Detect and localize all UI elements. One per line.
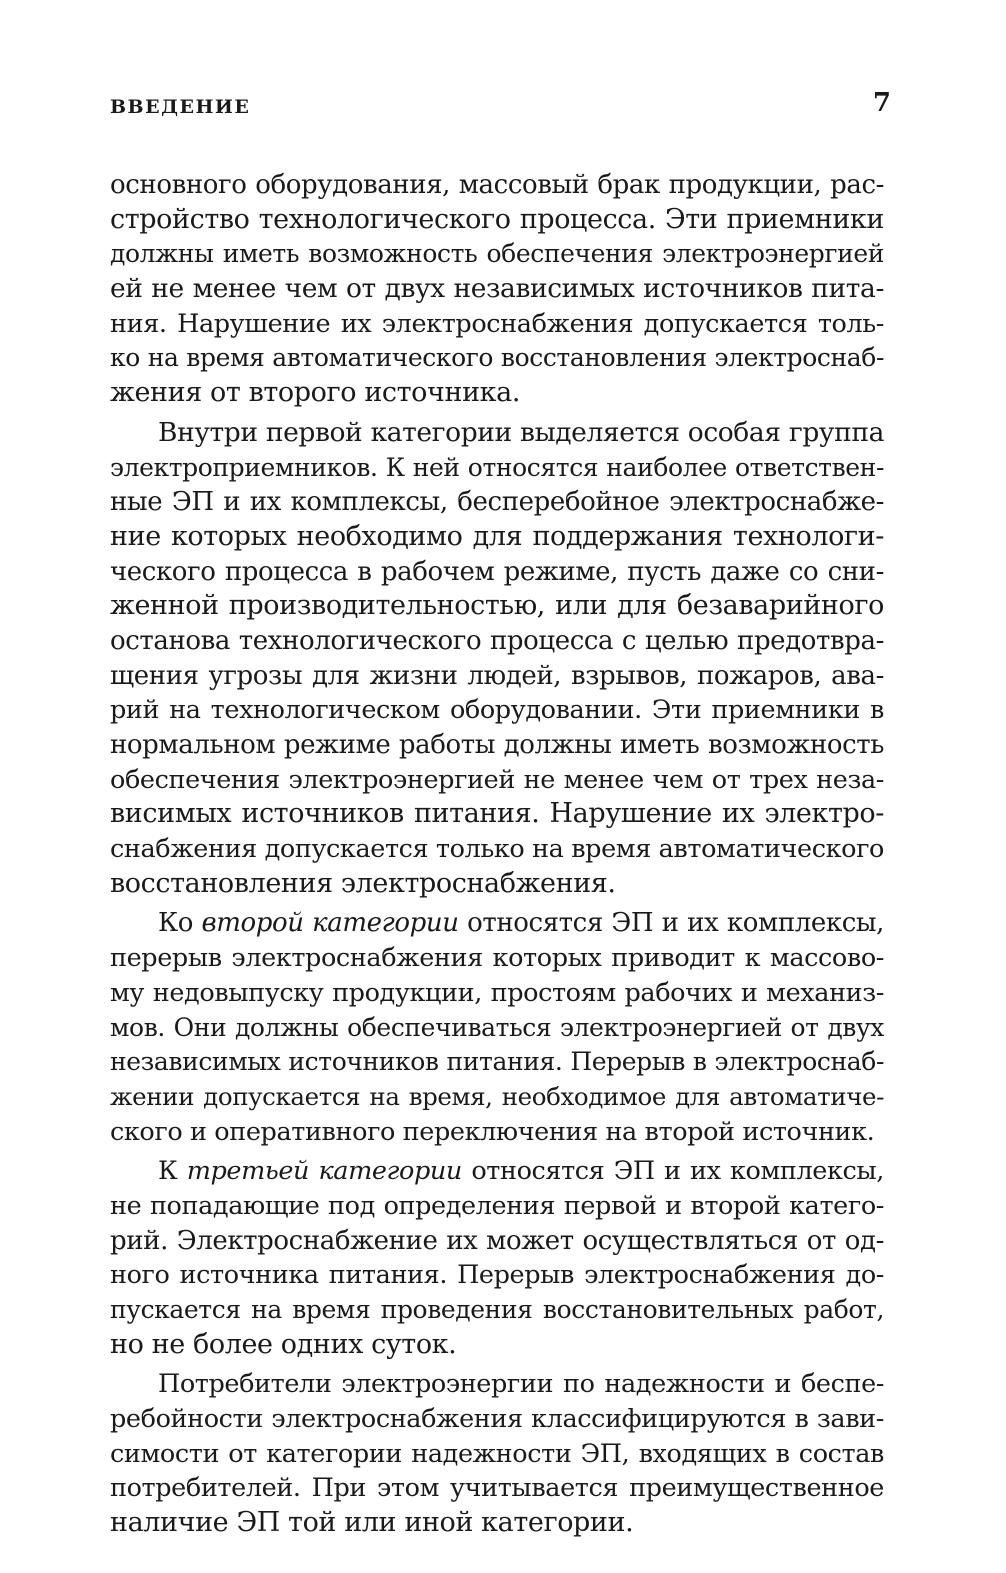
text-line: ние которых необходимо для поддержания технологи- — [110, 520, 884, 552]
text-line: мов. Они должны обеспечиваться электроэнергией от двух — [110, 1012, 884, 1042]
text-line: висимых источников питания. Нарушение их электро- — [110, 798, 884, 830]
text-line: симости от категории надежности ЭП, входящих в состав — [110, 1438, 884, 1469]
text-run: К — [158, 1156, 187, 1187]
text-line: потребителей. При этом учитывается преимущественное — [110, 1473, 884, 1504]
text-run: относятся ЭП и их комплексы, — [458, 908, 885, 939]
text-line — [110, 1154, 884, 1189]
text-line: электроприемников. К ней относятся наиболее ответствен- — [110, 452, 884, 482]
text-run: Ко — [158, 908, 202, 939]
body-text — [110, 168, 884, 1541]
paragraph-3 — [110, 906, 884, 1149]
text-run: относятся ЭП и их комплексы, — [461, 1156, 884, 1187]
text-line: Потребители электроэнергии по надежности и беспе- — [158, 1369, 884, 1400]
text-line: останова технологического процесса с целью предотвра- — [110, 625, 884, 656]
text-line: му недовыпуску продукции, простоям рабочих и механиз- — [110, 977, 884, 1008]
text-line: ные ЭП и их комплексы, бесперебойное электроснабже- — [110, 487, 884, 518]
text-line: жении допускается на время, необходимое для автоматиче- — [110, 1081, 884, 1111]
text-line: ко на время автоматического восстановления электроснаб- — [110, 343, 884, 373]
text-line: перерыв электроснабжения которых приводит к массово- — [110, 943, 884, 974]
text-line: щения угрозы для жизни людей, взрывов, пожаров, ава- — [110, 660, 884, 691]
text-line: ского и оперативного переключения на второй источник. — [110, 1116, 875, 1147]
text-line: женной производительностью, или для безаварийного — [110, 590, 884, 622]
emphasis-term: второй категории — [201, 908, 459, 939]
text-line: восстановления электроснабжения. — [110, 867, 616, 899]
emphasis-term: третьей категории — [186, 1156, 462, 1187]
text-line: ческого процесса в рабочем режиме, пусть даже со сни- — [110, 556, 884, 587]
text-line: рий. Электроснабжение их может осуществляться от од- — [110, 1225, 884, 1256]
text-line: стройство технологического процесса. Эти приемники — [110, 203, 884, 235]
paragraph-2 — [110, 416, 884, 902]
text-line: должны иметь возможность обеспечения электроэнергией — [110, 239, 884, 269]
paragraph-5 — [110, 1367, 884, 1540]
text-line: не попадающие под определения первой и второй катего- — [110, 1190, 884, 1221]
text-line: ния. Нарушение их электроснабжения допускается толь- — [110, 308, 884, 339]
page-number: 7 — [872, 88, 891, 118]
text-line: независимых источников питания. Перерыв в электроснаб- — [110, 1047, 884, 1077]
paragraph-1 — [110, 168, 884, 411]
text-line: но не более одних суток. — [110, 1328, 457, 1360]
text-line: ного источника питания. Перерыв электроснабжения до- — [110, 1260, 884, 1291]
text-line: нормальном режиме работы должны иметь возможность — [110, 730, 884, 760]
running-head: ВВЕДЕНИЕ — [110, 96, 251, 118]
text-line: ребойности электроснабжения классифицируются в зави- — [110, 1404, 884, 1435]
text-line: обеспечения электроэнергией не менее чем от трех неза- — [110, 764, 884, 795]
text-line: наличие ЭП той или иной категории. — [110, 1507, 634, 1539]
text-line: ей не менее чем от двух независимых источников пита- — [110, 273, 884, 305]
text-line: рий на технологическом оборудовании. Эти приемники в — [110, 695, 884, 726]
text-line: Внутри первой категории выделяется особая группа — [158, 416, 884, 448]
text-line: основного оборудования, массовый брак продукции, рас- — [110, 170, 884, 200]
text-line — [110, 906, 884, 941]
text-line: пускается на время проведения восстановительных работ, — [110, 1295, 884, 1324]
text-line: снабжения допускается только на время автоматического — [110, 834, 884, 865]
text-line: жения от второго источника. — [110, 377, 521, 409]
paragraph-4 — [110, 1154, 884, 1362]
